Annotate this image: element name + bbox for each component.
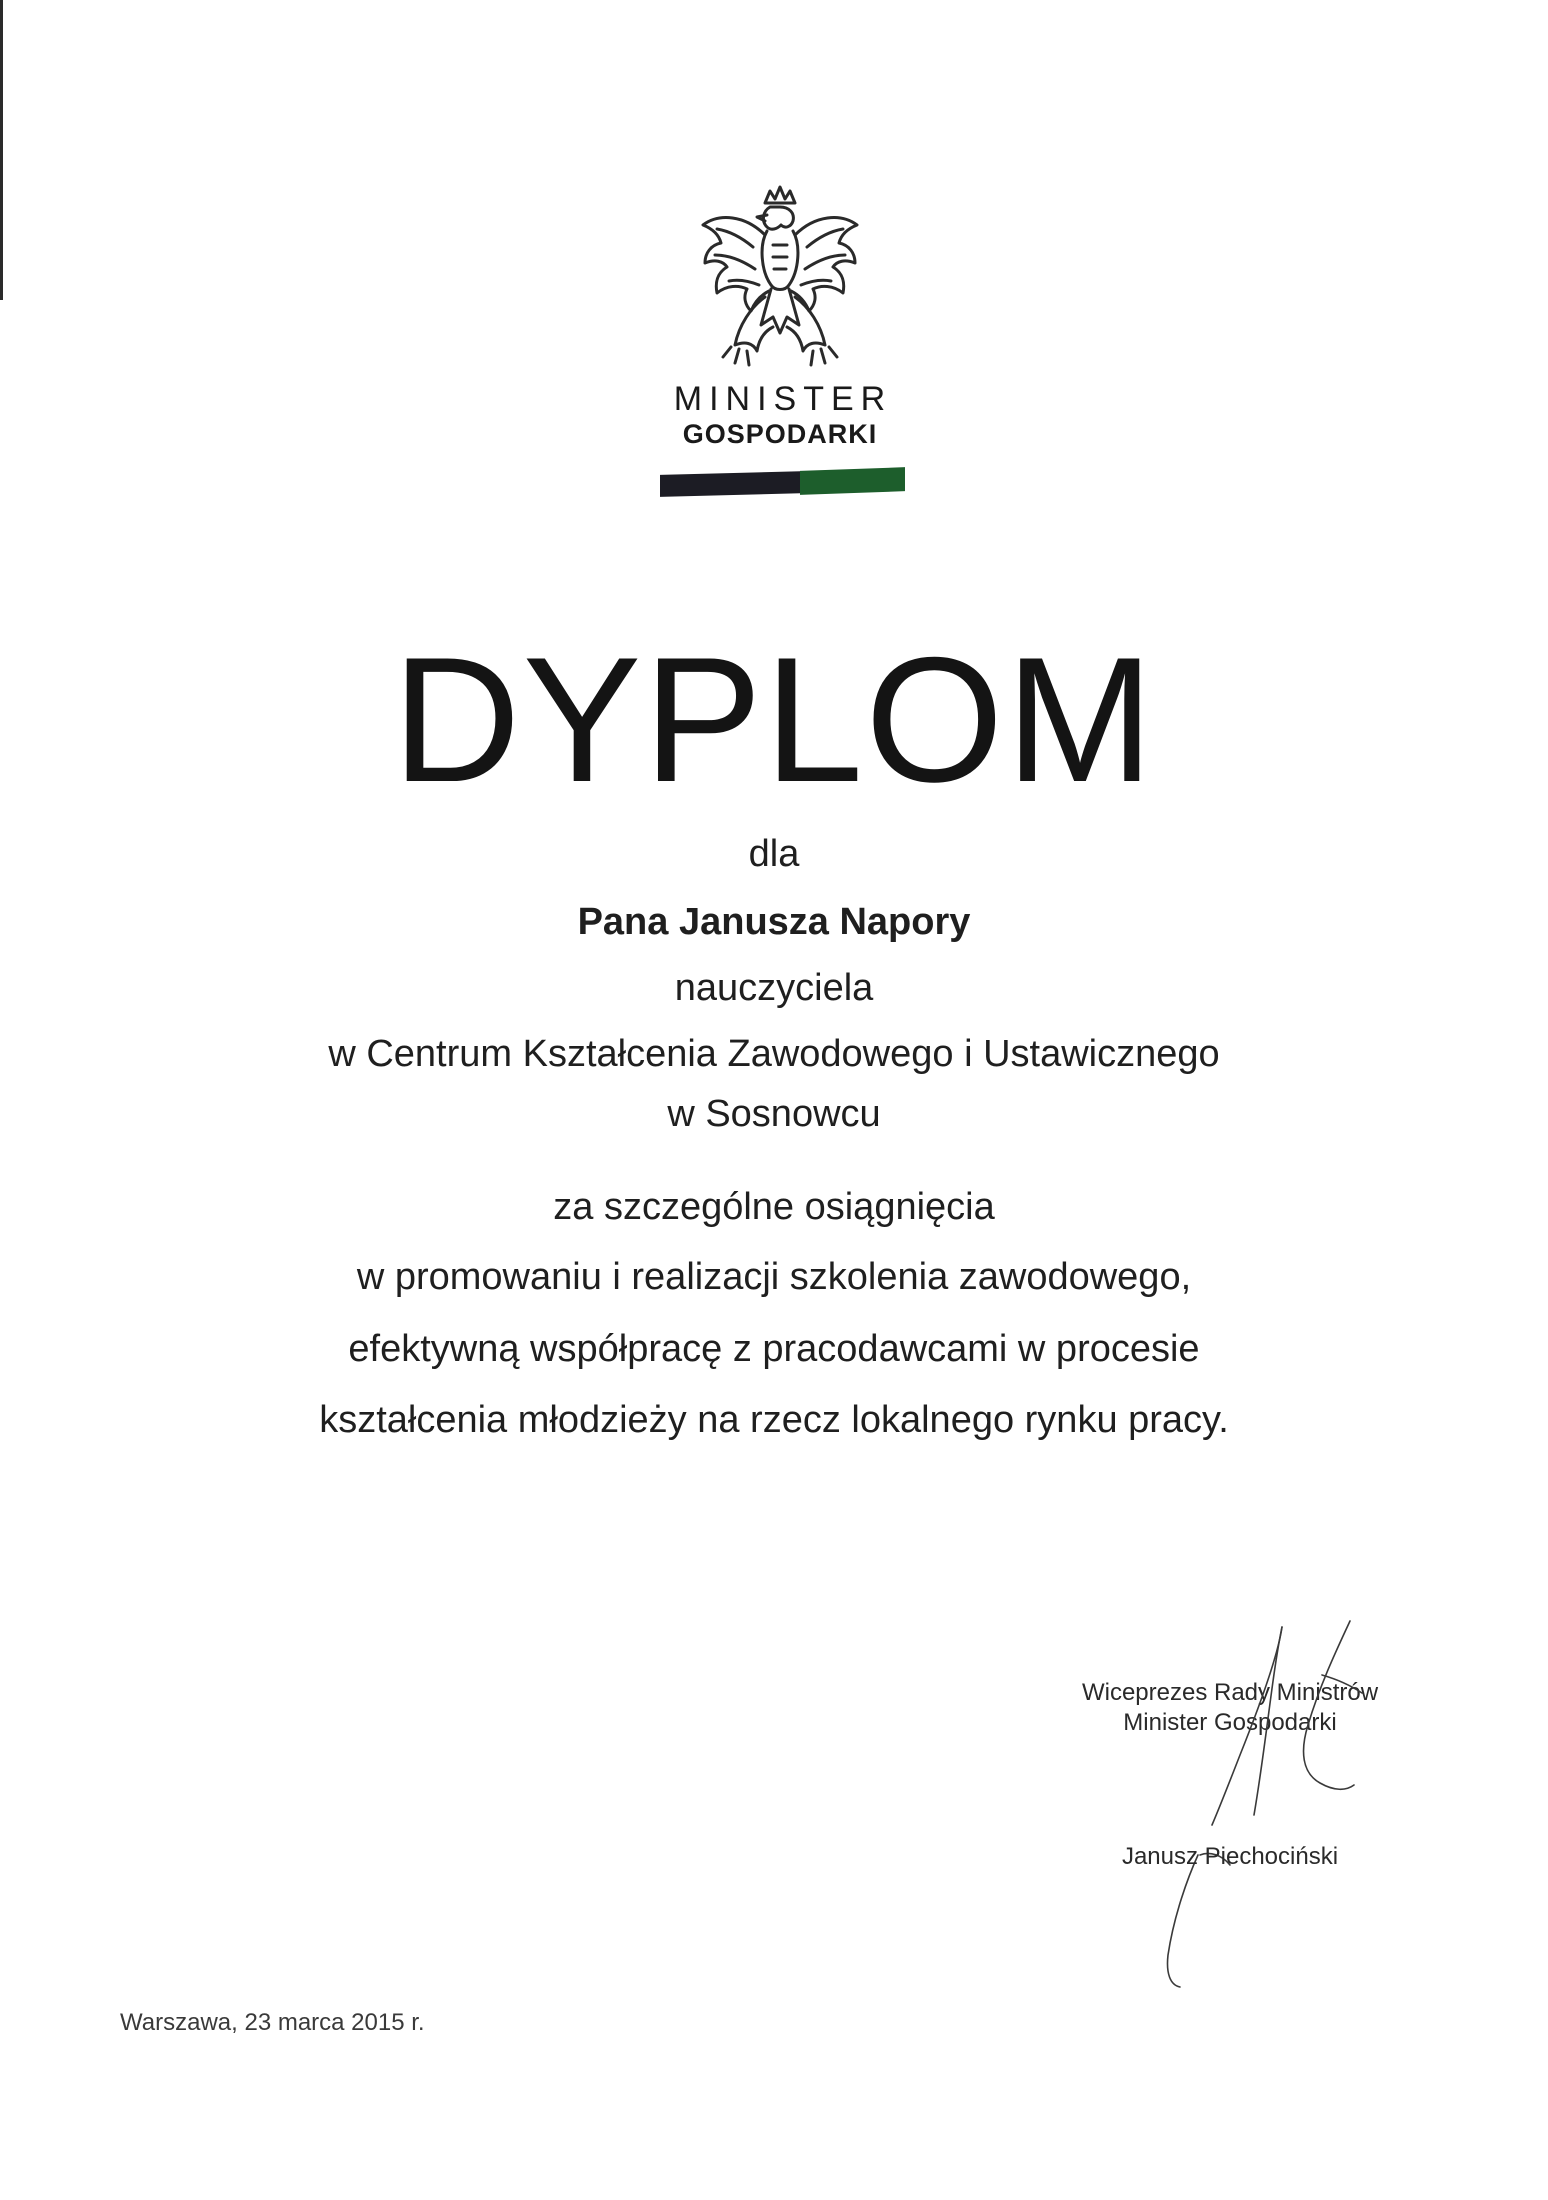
signatory-title-line2: Minister Gospodarki	[1123, 1709, 1337, 1736]
logo-bar-dark	[660, 471, 805, 497]
reason-line: za szczególne osiągnięcia	[553, 1186, 995, 1228]
recipient-city: w Sosnowcu	[667, 1093, 881, 1135]
scan-edge-line	[0, 0, 3, 300]
ministry-line-gospodarki: GOSPODARKI	[682, 419, 878, 449]
ministry-logo-bars	[660, 465, 905, 505]
recipient-institution: w Centrum Kształcenia Zawodowego i Ustawicznego	[328, 1033, 1220, 1075]
reason-line: w promowaniu i realizacji szkolenia zawodowego,	[356, 1256, 1192, 1298]
reason-line: efektywną współpracę z pracodawcami w procesie	[348, 1328, 1200, 1370]
signatory-title-line1: Wiceprezes Rady Ministrów	[1081, 1679, 1379, 1706]
logo-bar-green	[800, 467, 905, 495]
place-and-date: Warszawa, 23 marca 2015 r.	[120, 2009, 425, 2036]
ministry-line-minister: MINISTER	[673, 380, 893, 418]
recipient-role: nauczyciela	[674, 967, 874, 1009]
reason-line: kształcenia młodzieży na rzecz lokalnego rynku pracy.	[319, 1399, 1229, 1441]
signatory-name: Janusz Piechociński	[1121, 1843, 1339, 1870]
ministry-name	[655, 380, 905, 450]
diploma-title: DYPLOM	[392, 620, 1156, 819]
recipient-name: Pana Janusza Napory	[577, 901, 971, 943]
for-label: dla	[748, 833, 800, 875]
eagle-emblem-icon	[695, 185, 865, 370]
handwritten-signature	[1050, 1615, 1390, 1995]
